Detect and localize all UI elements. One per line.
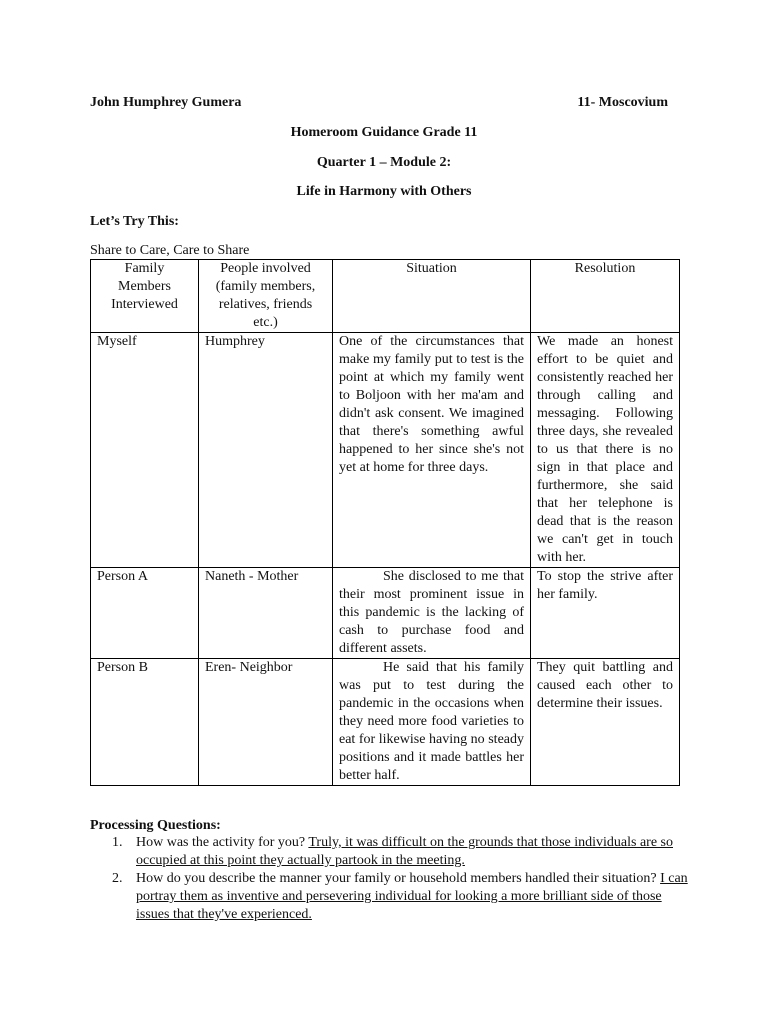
cell-situation: She disclosed to me that their most prominent issue in this pandemic is the lacking of cash to purchase food and different assets. bbox=[333, 568, 531, 659]
table-row bbox=[91, 659, 680, 786]
header-resolution: Resolution bbox=[531, 260, 680, 333]
question-number: 2. bbox=[112, 871, 123, 886]
cell-member: Myself bbox=[91, 333, 199, 568]
lesson-title: Life in Harmony with Others bbox=[296, 184, 472, 199]
cell-situation: He said that his family was put to test during the pandemic in the occasions when they need more food varieties to eat for likewise having no steady positions and it made battles her better half. bbox=[333, 659, 531, 786]
share-to-care-table bbox=[90, 259, 680, 786]
table-header-row bbox=[91, 260, 680, 333]
answer-text: Truly, it was difficult on the grounds that those individuals are so occupied at this point they actually partook in the meeting. bbox=[136, 835, 673, 868]
cell-member: Person B bbox=[91, 659, 199, 786]
question-text: How do you describe the manner your family or household members handled their situation? bbox=[136, 871, 657, 886]
header-people-involved: People involved (family members, relatives, friends etc.) bbox=[199, 260, 333, 333]
list-item bbox=[90, 834, 690, 870]
cell-member: Person A bbox=[91, 568, 199, 659]
processing-questions-list bbox=[90, 834, 690, 924]
module-title: Quarter 1 – Module 2: bbox=[316, 155, 452, 170]
cell-resolution: They quit battling and caused each other to determine their issues. bbox=[531, 659, 680, 786]
class-section: 11- Moscovium bbox=[577, 95, 668, 110]
cell-resolution: We made an honest effort to be quiet and consistently reached her through calling and messaging. Following three days, she revealed to us that there is no sign in that place and furthermore, she said that her telephone is dead that is the reason we can't get in touch with her. bbox=[531, 333, 680, 568]
processing-heading: Processing Questions: bbox=[90, 818, 221, 833]
student-name: John Humphrey Gumera bbox=[90, 95, 242, 110]
cell-situation: One of the circumstances that make my family put to test is the point at which my family went to Boljoon with her ma'am and didn't ask consent. We imagined that there's something awful happened to her since she's not yet at home for three days. bbox=[333, 333, 531, 568]
activity-heading: Let’s Try This: bbox=[90, 214, 179, 229]
header-situation: Situation bbox=[333, 260, 531, 333]
activity-subheading: Share to Care, Care to Share bbox=[90, 243, 250, 258]
question-text: How was the activity for you? bbox=[136, 835, 306, 850]
cell-people: Humphrey bbox=[199, 333, 333, 568]
question-number: 1. bbox=[112, 835, 123, 850]
course-title: Homeroom Guidance Grade 11 bbox=[290, 125, 478, 140]
answer-text: I can portray them as inventive and persevering individual for looking a more brilliant side of those issues that they've experienced. bbox=[136, 871, 688, 922]
cell-people: Eren- Neighbor bbox=[199, 659, 333, 786]
table-row bbox=[91, 333, 680, 568]
list-item bbox=[90, 870, 690, 924]
header-family-members: Family Members Interviewed bbox=[91, 260, 199, 333]
table-row bbox=[91, 568, 680, 659]
cell-people: Naneth - Mother bbox=[199, 568, 333, 659]
cell-resolution: To stop the strive after her family. bbox=[531, 568, 680, 659]
